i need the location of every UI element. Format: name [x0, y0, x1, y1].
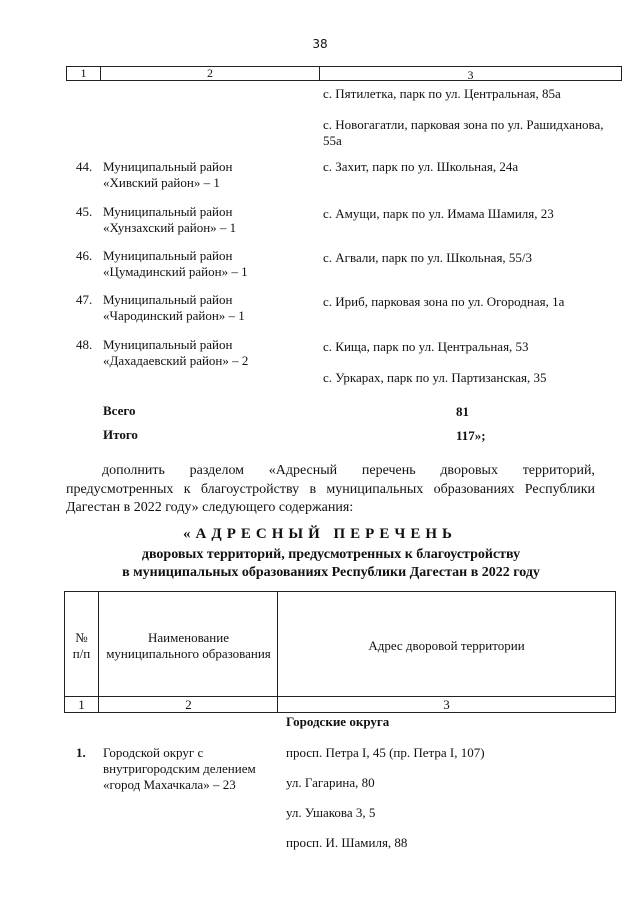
entry-name: внутригородским делением	[103, 761, 256, 776]
entry-name: «Цумадинский район» – 1	[103, 264, 248, 279]
entry-address: ул. Ушакова 3, 5	[286, 805, 376, 820]
paragraph-word: дополнить	[102, 463, 165, 478]
entry-num: 45.	[76, 204, 93, 219]
entry-name: Муниципальный район	[103, 292, 233, 307]
top-table-header	[66, 66, 622, 81]
top-col-2: 2	[207, 66, 213, 80]
total-label: Всего	[103, 403, 136, 418]
col-header-name: муниципального образования	[106, 646, 271, 661]
paragraph-word: дворовых	[440, 463, 498, 478]
entry-name: Муниципальный район	[103, 248, 233, 263]
entry-address: с. Амущи, парк по ул. Имама Шамиля, 23	[323, 206, 554, 221]
col-header-address: Адрес дворовой территории	[368, 638, 525, 653]
entry-name: «город Махачкала» – 23	[103, 777, 236, 792]
top-col-1: 1	[80, 66, 87, 80]
document-subtitle-1: дворовых территорий, предусмотренных к благоустройству	[141, 547, 521, 562]
col-header-name: Наименование	[148, 630, 229, 645]
entry-num: 44.	[76, 159, 93, 174]
total-value: 81	[456, 404, 469, 419]
grand-total-value: 117»;	[456, 428, 486, 443]
entry-num: 48.	[76, 337, 93, 352]
paragraph-word: разделом	[189, 463, 245, 478]
paragraph-line-2: предусмотренных к благоустройству в муниципальных образованиях Республики	[66, 482, 595, 497]
entry-name: Городской округ с	[103, 745, 204, 760]
document-subtitle-2: в муниципальных образованиях Республики Дагестан в 2022 году	[122, 565, 540, 580]
entry-address: просп. И. Шамиля, 88	[286, 835, 408, 850]
top-col-3: 3	[467, 68, 474, 82]
paragraph-word: территорий,	[522, 463, 595, 478]
entry-name: «Дахадаевский район» – 2	[103, 353, 249, 368]
entry-num: 46.	[76, 248, 93, 263]
col-number: 2	[185, 697, 192, 712]
col-header-num: №	[75, 630, 88, 645]
entry-address: с. Агвали, парк по ул. Школьная, 55/3	[323, 250, 533, 265]
continued-address-1: с. Пятилетка, парк по ул. Центральная, 85а	[323, 86, 561, 101]
document-title: «АДРЕСНЫЙ ПЕРЕЧЕНЬ	[183, 526, 457, 542]
entry-name: Муниципальный район	[103, 159, 233, 174]
entry-name: «Хунзахский район» – 1	[103, 220, 237, 235]
entry-name: Муниципальный район	[103, 337, 233, 352]
entry-address: с. Уркарах, парк по ул. Партизанская, 35	[323, 370, 547, 385]
entry-address: с. Ириб, парковая зона по ул. Огородная, 1а	[323, 294, 565, 309]
page-number: 38	[312, 37, 328, 51]
entry-address: с. Кища, парк по ул. Центральная, 53	[323, 339, 529, 354]
paragraph-line-3: Дагестан в 2022 году» следующего содержания:	[66, 500, 354, 515]
col-number: 3	[443, 697, 450, 712]
col-number: 1	[78, 697, 85, 712]
entry-address: с. Захит, парк по ул. Школьная, 24а	[323, 159, 519, 174]
section-heading: Городские округа	[286, 714, 390, 729]
continued-address-3: 55а	[323, 133, 342, 148]
continued-address-2: с. Новогагатли, парковая зона по ул. Рашидханова,	[323, 117, 604, 132]
paragraph-line-1	[102, 462, 595, 480]
entry-address: просп. Петра I, 45 (пр. Петра I, 107)	[286, 745, 485, 760]
entry-num: 1.	[76, 745, 86, 760]
entry-name: «Хивский район» – 1	[103, 175, 220, 190]
entry-num: 47.	[76, 292, 93, 307]
paragraph-word: «Адресный	[268, 463, 338, 478]
grand-total-label: Итого	[103, 427, 138, 442]
entry-name: «Чародинский район» – 1	[103, 308, 245, 323]
entry-address: ул. Гагарина, 80	[286, 775, 375, 790]
entry-name: Муниципальный район	[103, 204, 233, 219]
col-header-num: п/п	[72, 646, 91, 661]
paragraph-word: перечень	[361, 463, 416, 478]
